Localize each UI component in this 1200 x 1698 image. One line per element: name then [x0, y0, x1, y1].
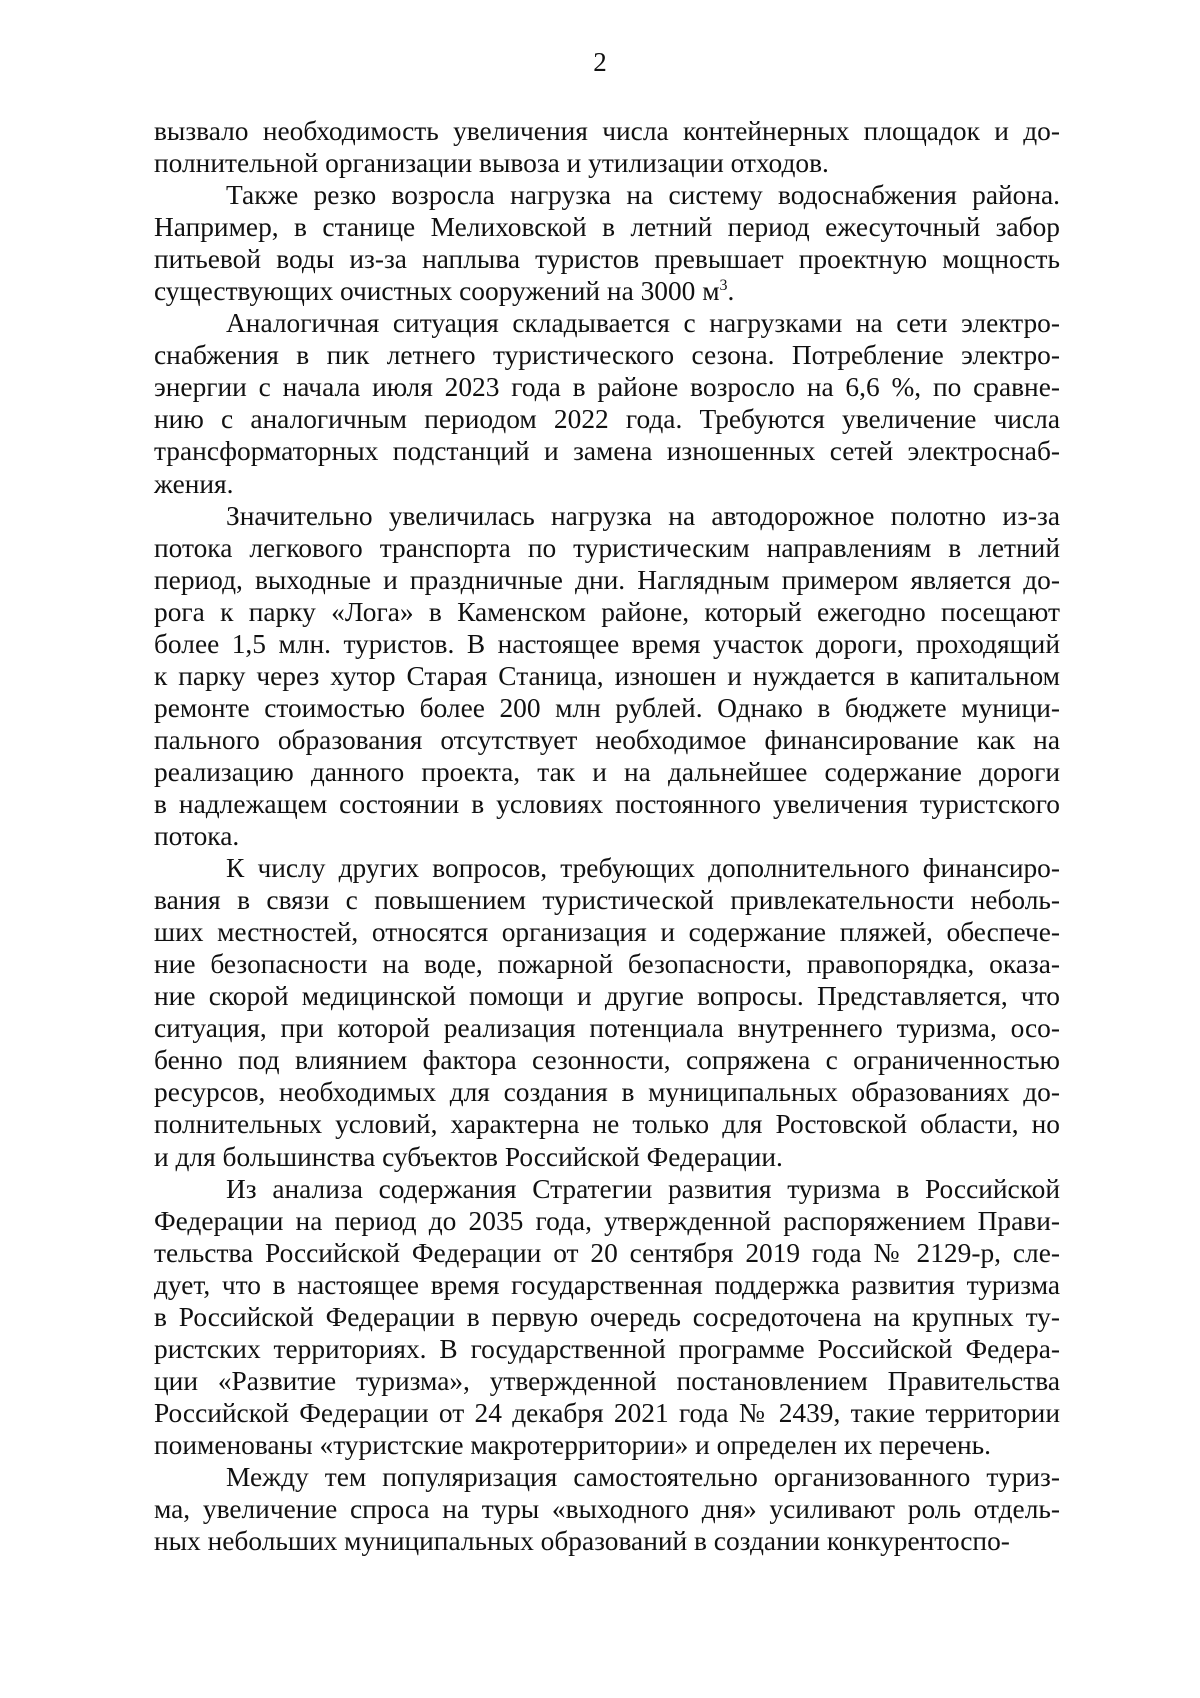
line-text: дует, что в настоящее время государственная поддержка развития туризма: [154, 1269, 1060, 1300]
text-line: [154, 1076, 1060, 1108]
text-line: [154, 884, 1060, 916]
line-text: вания в связи с повышением туристической привлекательности неболь-: [154, 885, 1060, 916]
line-text: Российской Федерации от 24 декабря 2021 года № 2439, такие территории: [154, 1397, 1060, 1428]
line-text: жения.: [154, 468, 234, 499]
text-line: [154, 1108, 1060, 1140]
text-line: [154, 115, 1060, 147]
line-text: потока легкового транспорта по туристическим направлениям в летний: [154, 532, 1060, 563]
text-line: [154, 1269, 1060, 1301]
text-line: [154, 692, 1060, 724]
line-text: к парку через хутор Старая Станица, изношен и нуждается в капитальном: [154, 660, 1060, 691]
paragraph: [154, 1461, 1060, 1557]
text-line: [154, 564, 1060, 596]
text-line: [154, 1365, 1060, 1397]
line-text: ристских территориях. В государственной программе Российской Федера-: [154, 1333, 1060, 1364]
line-text: поименованы «туристские макротерритории» и определен их перечень.: [154, 1429, 992, 1460]
line-text: ции «Развитие туризма», утвержденной постановлением Правительства: [154, 1365, 1060, 1396]
line-text: Из анализа содержания Стратегии развития туризма в Российской: [226, 1173, 1060, 1204]
paragraph: [154, 1173, 1060, 1461]
line-text: реализацию данного проекта, так и на дальнейшее содержание дороги: [154, 756, 1060, 787]
paragraph: [154, 307, 1060, 499]
line-text: тельства Российской Федерации от 20 сентября 2019 года № 2129-р, сле-: [154, 1237, 1060, 1268]
line-text: питьевой воды из-за наплыва туристов превышает проектную мощность: [154, 244, 1060, 275]
line-text: ние безопасности на воде, пожарной безопасности, правопорядка, оказа-: [154, 949, 1060, 980]
line-text: Например, в станице Мелиховской в летний период ежесуточный забор: [154, 212, 1060, 243]
line-text: и для большинства субъектов Российской Федерации.: [154, 1141, 783, 1172]
text-line: [154, 1301, 1060, 1333]
text-line: [154, 500, 1060, 532]
paragraph: [154, 179, 1060, 307]
document-body: [154, 115, 1060, 1557]
line-text: вызвало необходимость увеличения числа контейнерных площадок и до-: [154, 116, 1060, 146]
text-line: [154, 211, 1060, 243]
superscript: 3: [719, 277, 728, 295]
line-text: полнительных условий, характерна не только для Ростовской области, но: [154, 1109, 1060, 1140]
line-text: более 1,5 млн. туристов. В настоящее время участок дороги, проходящий: [154, 628, 1060, 659]
line-text: полнительной организации вывоза и утилизации отходов.: [154, 148, 829, 179]
text-line: [154, 147, 1060, 179]
text-line: [154, 371, 1060, 403]
text-line: [154, 788, 1060, 820]
line-text: энергии с начала июля 2023 года в районе возросло на 6,6 %, по сравне-: [154, 372, 1060, 403]
text-line: [154, 1237, 1060, 1269]
line-text: ных небольших муниципальных образований в создании конкурентоспо-: [154, 1526, 1010, 1557]
line-text: потока.: [154, 821, 240, 852]
text-line: [154, 1493, 1060, 1525]
text-line: [154, 435, 1060, 467]
line-text: период, выходные и праздничные дни. Наглядным примером является до-: [154, 564, 1060, 595]
text-line: [154, 724, 1060, 756]
paragraph: [154, 500, 1060, 853]
line-text: ние скорой медицинской помощи и другие вопросы. Представляется, что: [154, 981, 1060, 1012]
text-line: [154, 820, 1060, 852]
line-text: ситуация, при которой реализация потенциала внутреннего туризма, осо-: [154, 1013, 1060, 1044]
line-text: Аналогичная ситуация складывается с нагрузками на сети электро-: [226, 308, 1060, 339]
line-text: рога к парку «Лога» в Каменском районе, который ежегодно посещают: [154, 596, 1060, 627]
line-text: в надлежащем состоянии в условиях постоянного увеличения туристского: [154, 788, 1060, 819]
text-line: [154, 916, 1060, 948]
text-line: [154, 468, 1060, 500]
line-text: снабжения в пик летнего туристического сезона. Потребление электро-: [154, 340, 1060, 371]
paragraph: [154, 852, 1060, 1172]
text-line: [154, 628, 1060, 660]
line-text: нию с аналогичным периодом 2022 года. Требуются увеличение числа: [154, 404, 1060, 435]
text-line: [154, 1461, 1060, 1493]
text-line: [154, 1397, 1060, 1429]
text-line: [154, 1205, 1060, 1237]
line-text: пального образования отсутствует необходимое финансирование как на: [154, 724, 1060, 755]
paragraph: [154, 115, 1060, 179]
line-text: Федерации на период до 2035 года, утвержденной распоряжением Прави-: [154, 1205, 1060, 1236]
text-line: [154, 660, 1060, 692]
text-line: [154, 307, 1060, 339]
text-line: [154, 179, 1060, 211]
text-line: [154, 403, 1060, 435]
text-line: [154, 1525, 1060, 1557]
line-text: ремонте стоимостью более 200 млн рублей. Однако в бюджете муници-: [154, 692, 1060, 723]
line-text: К числу других вопросов, требующих дополнительного финансиро-: [226, 853, 1060, 884]
line-text: Между тем популяризация самостоятельно организованного туриз-: [226, 1461, 1060, 1492]
text-line: [154, 596, 1060, 628]
text-line: [154, 980, 1060, 1012]
text-line: [154, 339, 1060, 371]
line-text: ма, увеличение спроса на туры «выходного дня» усиливают роль отдель-: [154, 1494, 1060, 1525]
text-line: [154, 1044, 1060, 1076]
line-text: бенно под влиянием фактора сезонности, сопряжена с ограниченностью: [154, 1045, 1060, 1076]
text-line: [154, 1012, 1060, 1044]
text-line: [154, 1429, 1060, 1461]
line-text: ших местностей, относятся организация и содержание пляжей, обеспече-: [154, 917, 1060, 948]
text-line: [154, 756, 1060, 788]
line-text: ресурсов, необходимых для создания в муниципальных образованиях до-: [154, 1077, 1060, 1108]
line-text: в Российской Федерации в первую очередь сосредоточена на крупных ту-: [154, 1301, 1060, 1332]
line-text: Также резко возросла нагрузка на систему водоснабжения района.: [226, 180, 1060, 211]
text-line: [154, 532, 1060, 564]
line-text: существующих очистных сооружений на 3000 м: [154, 276, 720, 307]
text-line: [154, 948, 1060, 980]
text-line: [154, 243, 1060, 275]
page-number: 2: [593, 47, 607, 77]
line-tail: .: [727, 276, 735, 307]
text-line: [154, 852, 1060, 884]
text-line: [154, 275, 1060, 307]
text-line: [154, 1141, 1060, 1173]
line-text: трансформаторных подстанций и замена изношенных сетей электроснаб-: [154, 436, 1060, 467]
line-text: Значительно увеличилась нагрузка на автодорожное полотно из-за: [226, 500, 1060, 531]
text-line: [154, 1333, 1060, 1365]
text-line: [154, 1173, 1060, 1205]
